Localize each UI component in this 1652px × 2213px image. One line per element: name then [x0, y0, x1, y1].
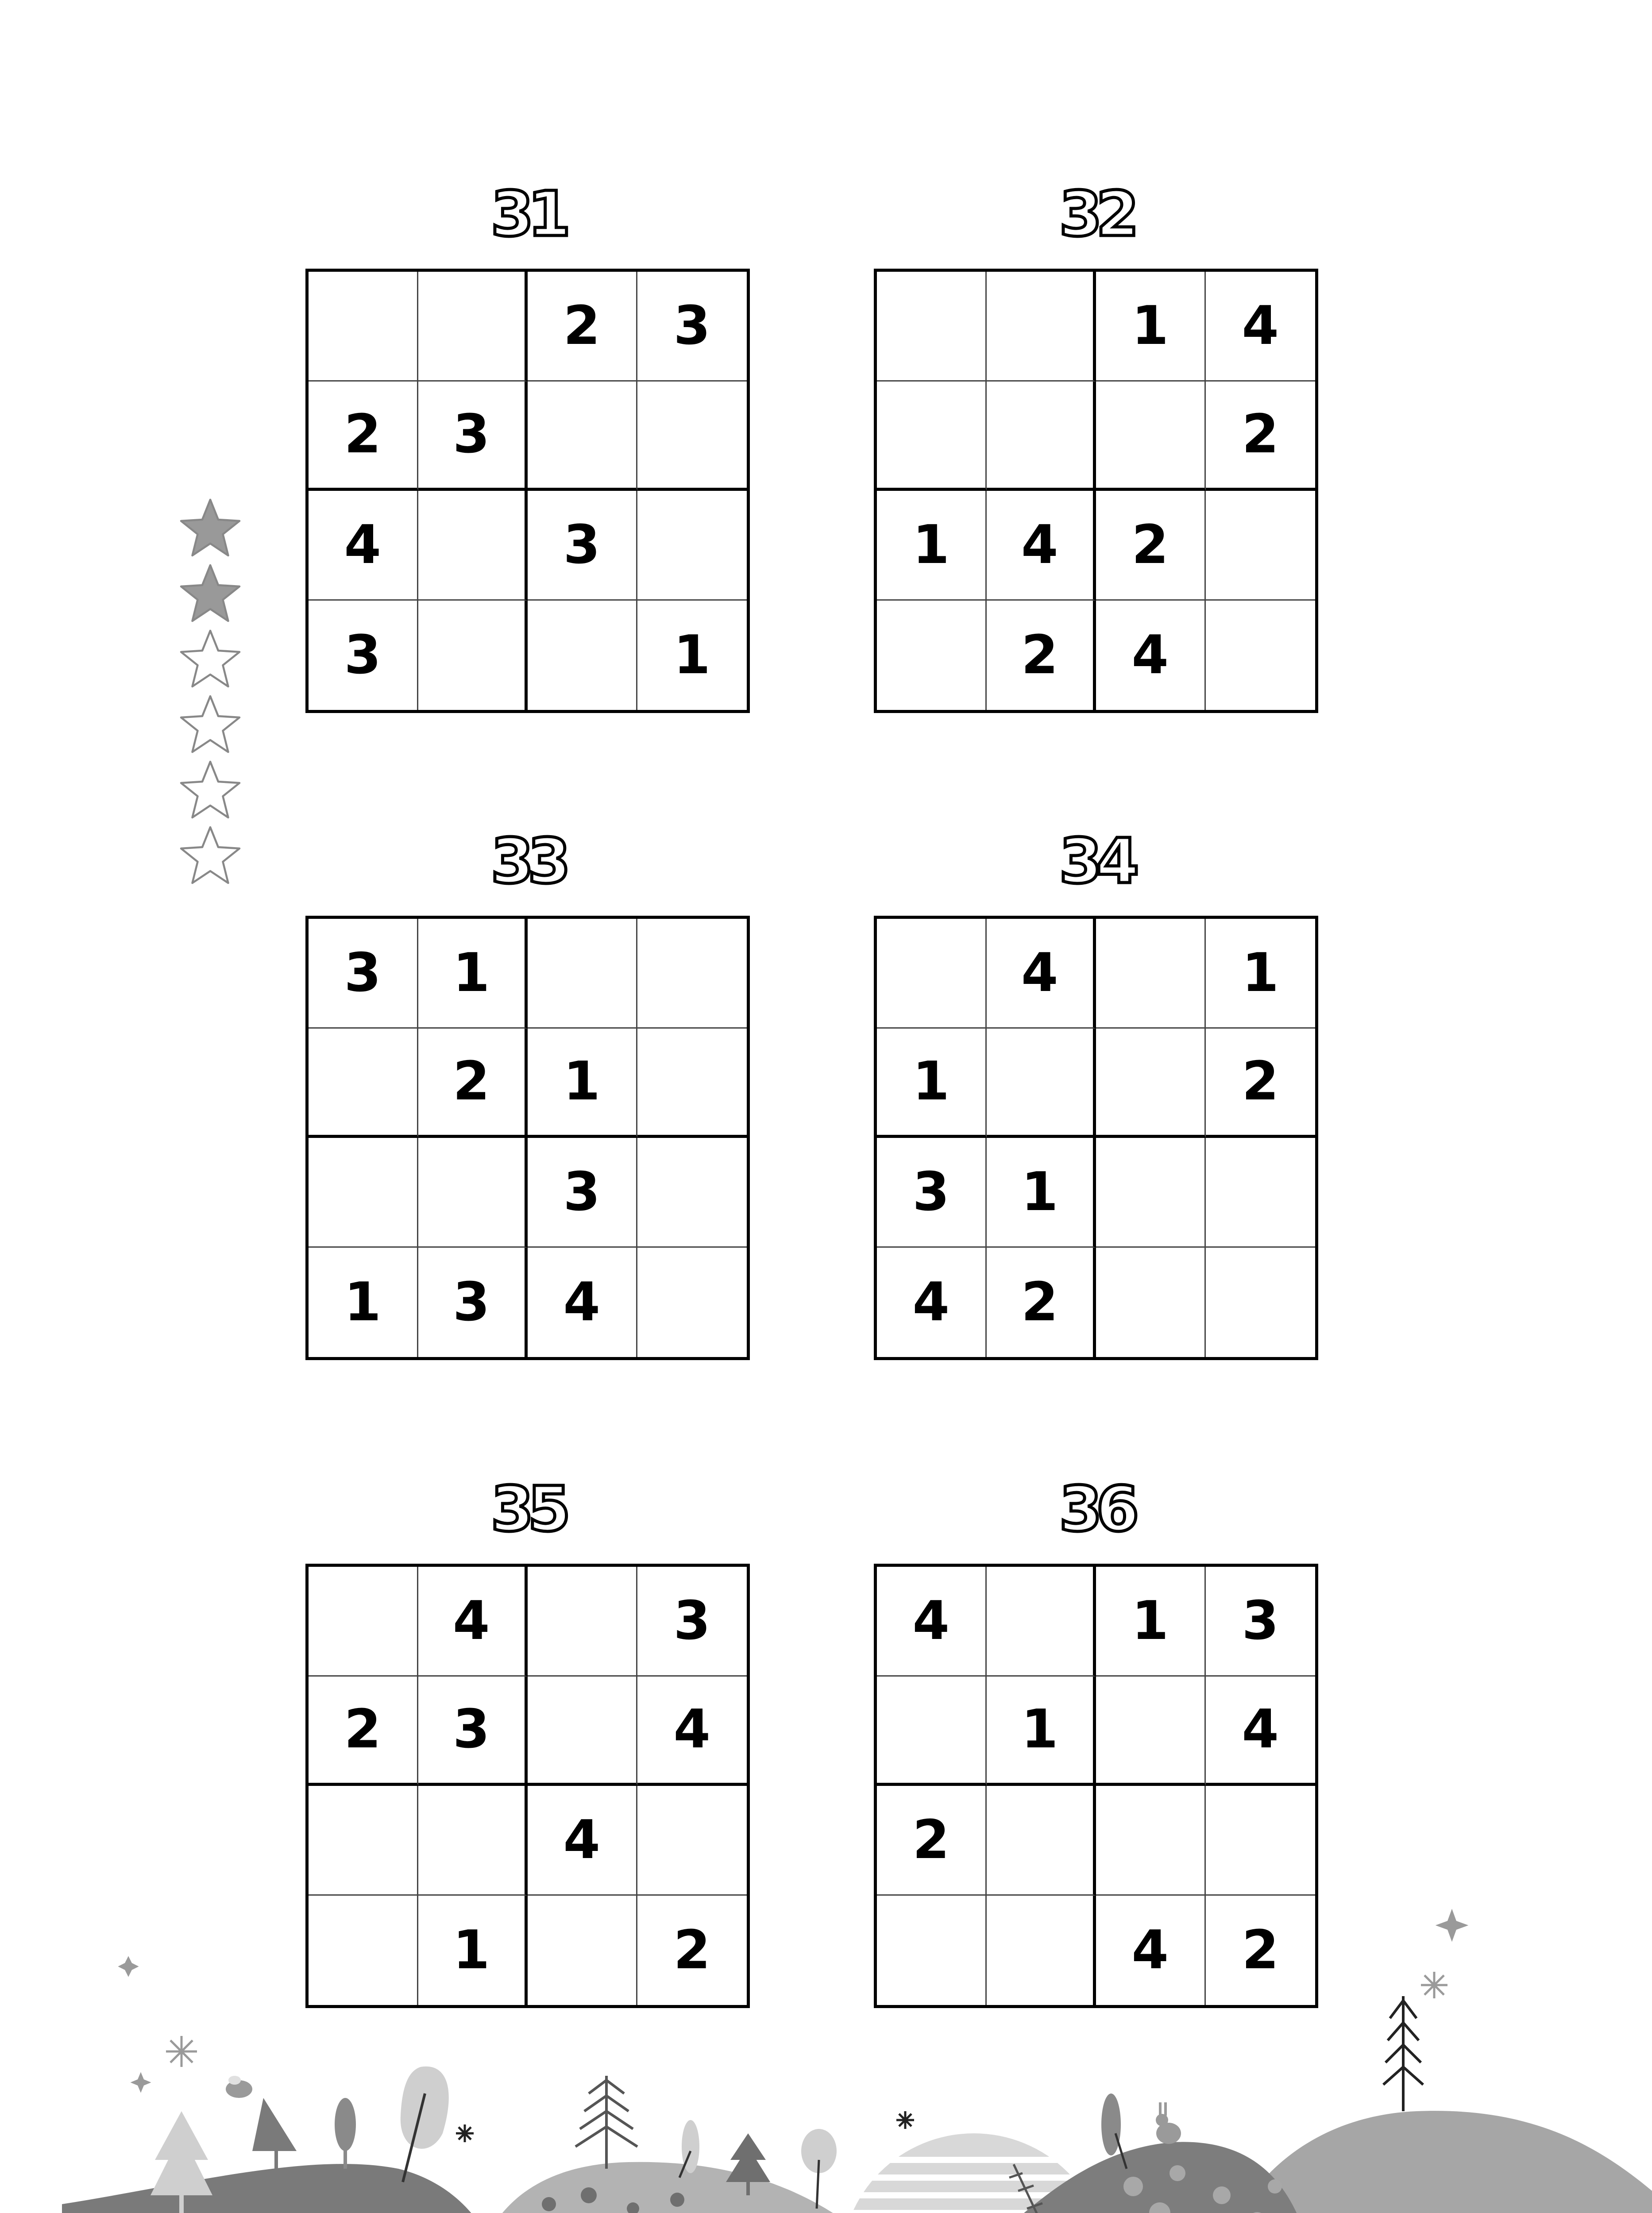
- sudoku-cell[interactable]: [528, 1567, 637, 1677]
- star-empty-icon: [177, 627, 243, 693]
- tree-icon: [801, 2129, 837, 2209]
- star-empty-icon: [177, 823, 243, 890]
- sudoku-grid: [874, 269, 1318, 713]
- sudoku-cell[interactable]: [309, 1029, 418, 1138]
- sudoku-cell[interactable]: [309, 1138, 418, 1248]
- sudoku-cell: 1: [1096, 272, 1206, 382]
- sudoku-cell: 4: [528, 1786, 637, 1896]
- sudoku-cell[interactable]: [637, 382, 747, 491]
- sudoku-cell[interactable]: [987, 382, 1096, 491]
- sudoku-cell[interactable]: [1206, 1786, 1316, 1896]
- sudoku-cell: 2: [877, 1786, 987, 1896]
- sudoku-cell: 4: [1096, 601, 1206, 710]
- tree-icon: [335, 2098, 356, 2169]
- puzzle-number: 32: [1059, 178, 1133, 251]
- sudoku-cell: 2: [1206, 1029, 1316, 1138]
- sudoku-cell[interactable]: [1206, 1248, 1316, 1357]
- sparkle-icon: [120, 1912, 1465, 2142]
- puzzle-number: 31: [490, 178, 565, 251]
- sudoku-cell: 4: [1096, 1896, 1206, 2005]
- sudoku-cell[interactable]: [418, 491, 528, 601]
- star-filled-icon: [177, 561, 243, 628]
- sudoku-cell: 1: [673, 624, 710, 686]
- sudoku-cell: 1: [1206, 919, 1316, 1029]
- sudoku-grid: [305, 269, 750, 713]
- sudoku-cell[interactable]: [1096, 382, 1206, 491]
- sudoku-cell[interactable]: [528, 919, 637, 1029]
- sudoku-cell: 3: [637, 1567, 747, 1677]
- sudoku-cell[interactable]: [1206, 1138, 1316, 1248]
- sudoku-cell: 2: [673, 1919, 710, 1981]
- hill: [62, 2164, 509, 2213]
- sudoku-cell[interactable]: [987, 272, 1096, 382]
- sudoku-cell[interactable]: [309, 272, 418, 382]
- sudoku-cell[interactable]: [528, 601, 637, 710]
- puzzle-number: 33: [490, 825, 565, 898]
- sudoku-cell[interactable]: [877, 1677, 987, 1786]
- sudoku-cell[interactable]: [418, 601, 528, 710]
- tree-icon: [401, 2066, 449, 2182]
- sudoku-cell[interactable]: [1206, 491, 1316, 601]
- sudoku-cell[interactable]: [418, 1786, 528, 1896]
- star-empty-icon: [177, 692, 243, 759]
- sudoku-cell[interactable]: [528, 382, 637, 491]
- sudoku-cell: 1: [418, 919, 528, 1029]
- sudoku-cell[interactable]: [637, 1248, 747, 1357]
- puzzle-number: 36: [1059, 1473, 1133, 1546]
- sudoku-cell[interactable]: [1096, 919, 1206, 1029]
- sudoku-cell: 1: [418, 1896, 528, 2005]
- sudoku-cell[interactable]: [877, 382, 987, 491]
- sudoku-cell: 1: [987, 1138, 1096, 1248]
- sudoku-cell[interactable]: [987, 1786, 1096, 1896]
- sudoku-cell[interactable]: [987, 1567, 1096, 1677]
- sudoku-cell: 3: [418, 1248, 528, 1357]
- difficulty-rating: [177, 496, 257, 889]
- sudoku-cell[interactable]: [1096, 1786, 1206, 1896]
- sudoku-cell: 3: [309, 601, 418, 710]
- puzzle-number: 35: [490, 1473, 565, 1546]
- sudoku-cell: 3: [1206, 1567, 1316, 1677]
- tree-icon: [575, 2076, 637, 2169]
- sudoku-cell: 1: [1096, 1567, 1206, 1677]
- sudoku-cell: 3: [418, 1677, 528, 1786]
- sudoku-cell: 4: [1206, 272, 1316, 382]
- sudoku-cell[interactable]: [1096, 1677, 1206, 1786]
- puzzle-number: 34: [1059, 825, 1133, 898]
- sudoku-cell[interactable]: [877, 919, 987, 1029]
- sudoku-cell[interactable]: [418, 1138, 528, 1248]
- star-filled-icon: [177, 496, 243, 562]
- sudoku-cell[interactable]: [637, 919, 747, 1029]
- sudoku-cell: 4: [637, 1677, 747, 1786]
- sudoku-cell: 1: [877, 491, 987, 601]
- sudoku-cell[interactable]: [528, 1677, 637, 1786]
- sudoku-cell[interactable]: [987, 1029, 1096, 1138]
- star-empty-icon: [177, 758, 243, 824]
- sudoku-cell[interactable]: [1096, 1248, 1206, 1357]
- sudoku-cell: 2: [309, 1677, 418, 1786]
- sudoku-cell: 3: [637, 272, 747, 382]
- sudoku-cell[interactable]: [1096, 1138, 1206, 1248]
- sudoku-cell[interactable]: [1206, 601, 1316, 710]
- sudoku-cell: 2: [1206, 382, 1316, 491]
- sudoku-cell[interactable]: [877, 601, 987, 710]
- sudoku-cell: 1: [987, 1677, 1096, 1786]
- sudoku-cell: 2: [528, 272, 637, 382]
- sudoku-cell[interactable]: [418, 272, 528, 382]
- sudoku-cell[interactable]: [637, 491, 747, 601]
- sudoku-cell: 2: [987, 601, 1096, 710]
- sudoku-cell: 4: [418, 1567, 528, 1677]
- sudoku-cell: 3: [528, 1138, 637, 1248]
- sudoku-cell[interactable]: [309, 1786, 418, 1896]
- sudoku-cell: 4: [309, 491, 418, 601]
- sudoku-grid: [305, 916, 750, 1360]
- bee-icon: [226, 2076, 252, 2098]
- sudoku-cell[interactable]: [309, 1567, 418, 1677]
- sudoku-cell: 4: [877, 1248, 987, 1357]
- sudoku-cell: 4: [528, 1248, 637, 1357]
- sudoku-cell: 3: [528, 491, 637, 601]
- sudoku-cell: 4: [987, 919, 1096, 1029]
- sudoku-cell: 3: [418, 382, 528, 491]
- rabbit-icon: [1156, 2102, 1181, 2144]
- sudoku-cell[interactable]: [877, 272, 987, 382]
- sudoku-cell[interactable]: [637, 1786, 747, 1896]
- sudoku-cell: 1: [877, 1029, 987, 1138]
- sudoku-cell: 4: [1206, 1677, 1316, 1786]
- sudoku-cell: 4: [987, 491, 1096, 601]
- sudoku-cell[interactable]: [1096, 1029, 1206, 1138]
- sudoku-cell: 2: [309, 382, 418, 491]
- sudoku-cell: 3: [309, 919, 418, 1029]
- sudoku-cell[interactable]: [637, 1029, 747, 1138]
- sudoku-cell: 1: [309, 1248, 418, 1357]
- sudoku-cell: 4: [877, 1567, 987, 1677]
- sudoku-cell[interactable]: [637, 1138, 747, 1248]
- sudoku-cell: 1: [528, 1029, 637, 1138]
- sudoku-cell: 2: [1096, 491, 1206, 601]
- landscape-illustration: [0, 1903, 1652, 2213]
- sudoku-cell: 2: [987, 1248, 1096, 1357]
- sudoku-cell: 3: [877, 1138, 987, 1248]
- tree-icon: [1383, 1996, 1423, 2111]
- sudoku-cell: 2: [418, 1029, 528, 1138]
- sudoku-cell: 2: [1242, 1919, 1279, 1981]
- tree-icon: [252, 2098, 297, 2169]
- sudoku-grid: [874, 916, 1318, 1360]
